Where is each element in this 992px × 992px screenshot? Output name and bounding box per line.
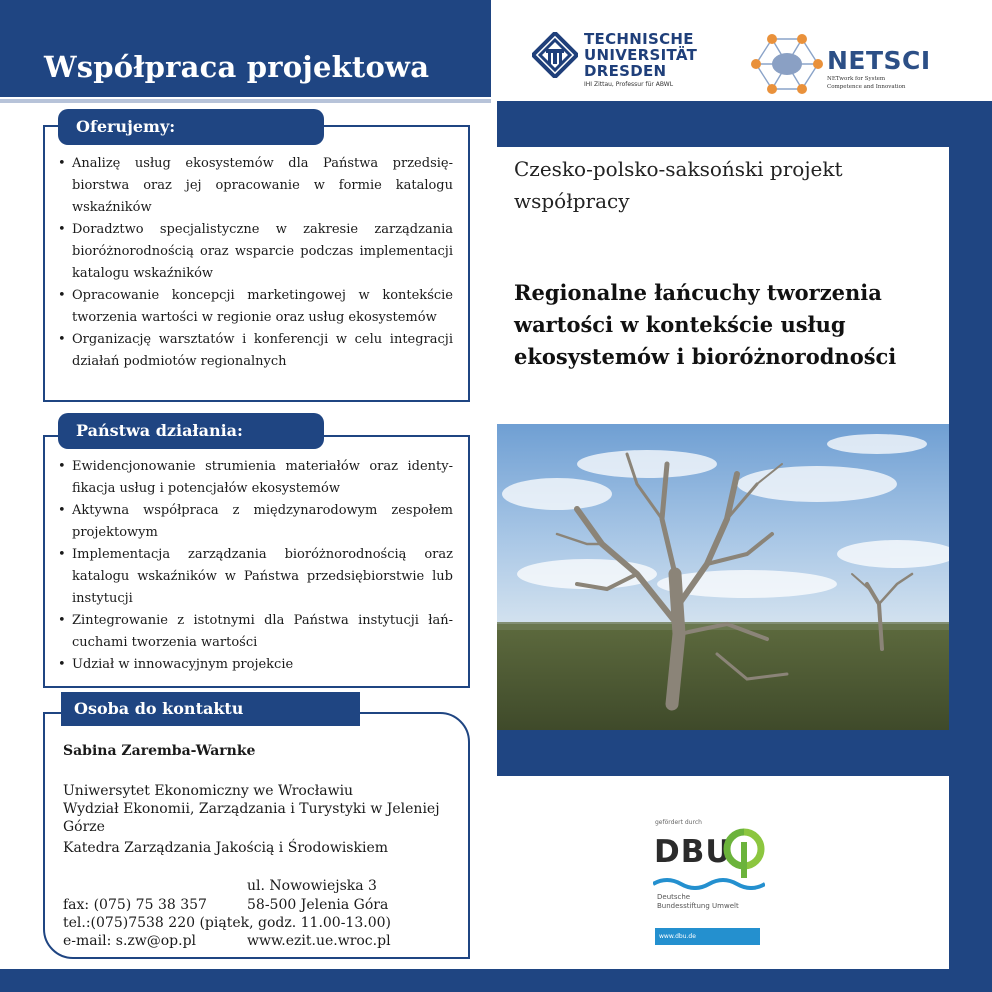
project-intro-panel — [497, 147, 949, 424]
tud-subtitle: IHI Zittau, Professur für ABWL — [584, 81, 674, 88]
dbu-sub-2: Bundesstiftung Umwelt — [657, 902, 739, 910]
offer-section — [43, 125, 470, 402]
netsci-logo — [750, 33, 940, 95]
action-item: • Zintegrowanie z istotnymi dla Państwa instytucji łańcuchami tworzenia wartości — [57, 610, 453, 654]
contact-email: e-mail: s.zw@op.pl — [63, 933, 197, 949]
dbu-name: DBU — [654, 834, 732, 870]
action-item: • Implementacja zarządzania bioróżnorodnością oraz katalogu wskaźników w Państwa przedsiębiorstwie lub instytucji — [57, 544, 453, 610]
contact-street: ul. Nowowiejska 3 — [247, 878, 377, 894]
contact-tab: Osoba do kontaktu — [61, 692, 360, 726]
netsci-tagline-1: NETwork for System — [827, 76, 886, 82]
contact-name: Sabina Zaremba-Warnke — [63, 743, 256, 759]
tu-dresden-logo — [530, 30, 705, 92]
network-graph-icon — [750, 33, 824, 95]
dbu-sub-1: Deutsche — [657, 893, 691, 901]
tud-line-1: TECHNISCHE — [584, 30, 694, 48]
tu-dresden-emblem-icon — [532, 32, 578, 78]
offer-item: • Organizację warsztatów i konferencji w celu integracji działań podmiotów regionalnych — [57, 329, 453, 373]
contact-org-1: Uniwersytet Ekonomiczny we Wrocławiu — [63, 783, 354, 799]
dbu-logo — [497, 776, 949, 969]
contact-section — [43, 712, 470, 959]
offer-tab: Oferujemy: — [58, 109, 324, 145]
action-item: • Udział w innowacyjnym projekcie — [57, 654, 453, 676]
page-title: Współpraca projektowa — [44, 50, 430, 84]
action-item: • Aktywna współpraca z międzynarodowym zespołem projektowym — [57, 500, 453, 544]
actions-list — [57, 456, 453, 676]
contact-phone: tel.:(075)7538 220 (piątek, godz. 11.00-13.00) — [63, 915, 391, 931]
offer-item: • Analizę usług ekosystemów dla Państwa przedsiębiorstwa oraz jej opracowanie w formie katalogu wskaźników — [57, 153, 453, 219]
action-item: • Ewidencjonowanie strumienia materiałów oraz identyfikacja usług i potencjałów ekosystemów — [57, 456, 453, 500]
contact-org-3: Górze — [63, 819, 105, 835]
title-bar — [0, 0, 491, 97]
dbu-funded-by: gefördert durch — [655, 819, 702, 826]
actions-section — [43, 435, 470, 688]
actions-tab: Państwa działania: — [58, 413, 324, 449]
netsci-tagline-2: Competence and Innovation — [827, 84, 906, 90]
netsci-name: NETSCI — [827, 46, 931, 75]
dbu-wave-icon — [653, 876, 765, 890]
bottom-bar — [0, 969, 992, 992]
contact-org-4: Katedra Zarządzania Jakością i Środowiskiem — [63, 840, 389, 856]
contact-fax: fax: (075) 75 38 357 — [63, 897, 207, 913]
project-intro: Czesko-polsko-saksoński projekt współpracy — [514, 157, 843, 213]
project-headline: Regionalne łańcuchy tworzenia wartości w kontekście usług ekosystemów i bioróżnorodności — [514, 280, 897, 369]
offer-item: • Doradztwo specjalistyczne w zakresie zarządzania bioróżnorodnością oraz wsparcie podczas implementacji katalogu wskaźników — [57, 219, 453, 285]
dead-tree-landscape-photo — [497, 424, 949, 730]
offer-item: • Opracowanie koncepcji marketingowej w kontekście tworzenia wartości w regionie oraz usług ekosystemów — [57, 285, 453, 329]
dbu-url: www.dbu.de — [655, 928, 760, 945]
contact-org-2: Wydział Ekonomii, Zarządzania i Turystyki w Jeleniej — [63, 801, 440, 817]
dbu-leaf-icon — [723, 828, 765, 880]
offer-list — [57, 153, 453, 373]
title-underline — [0, 99, 491, 103]
tud-line-3: DRESDEN — [584, 62, 667, 80]
contact-website: www.ezit.ue.wroc.pl — [247, 933, 391, 949]
contact-city: 58-500 Jelenia Góra — [247, 897, 389, 913]
tud-line-2: UNIVERSITÄT — [584, 46, 698, 64]
